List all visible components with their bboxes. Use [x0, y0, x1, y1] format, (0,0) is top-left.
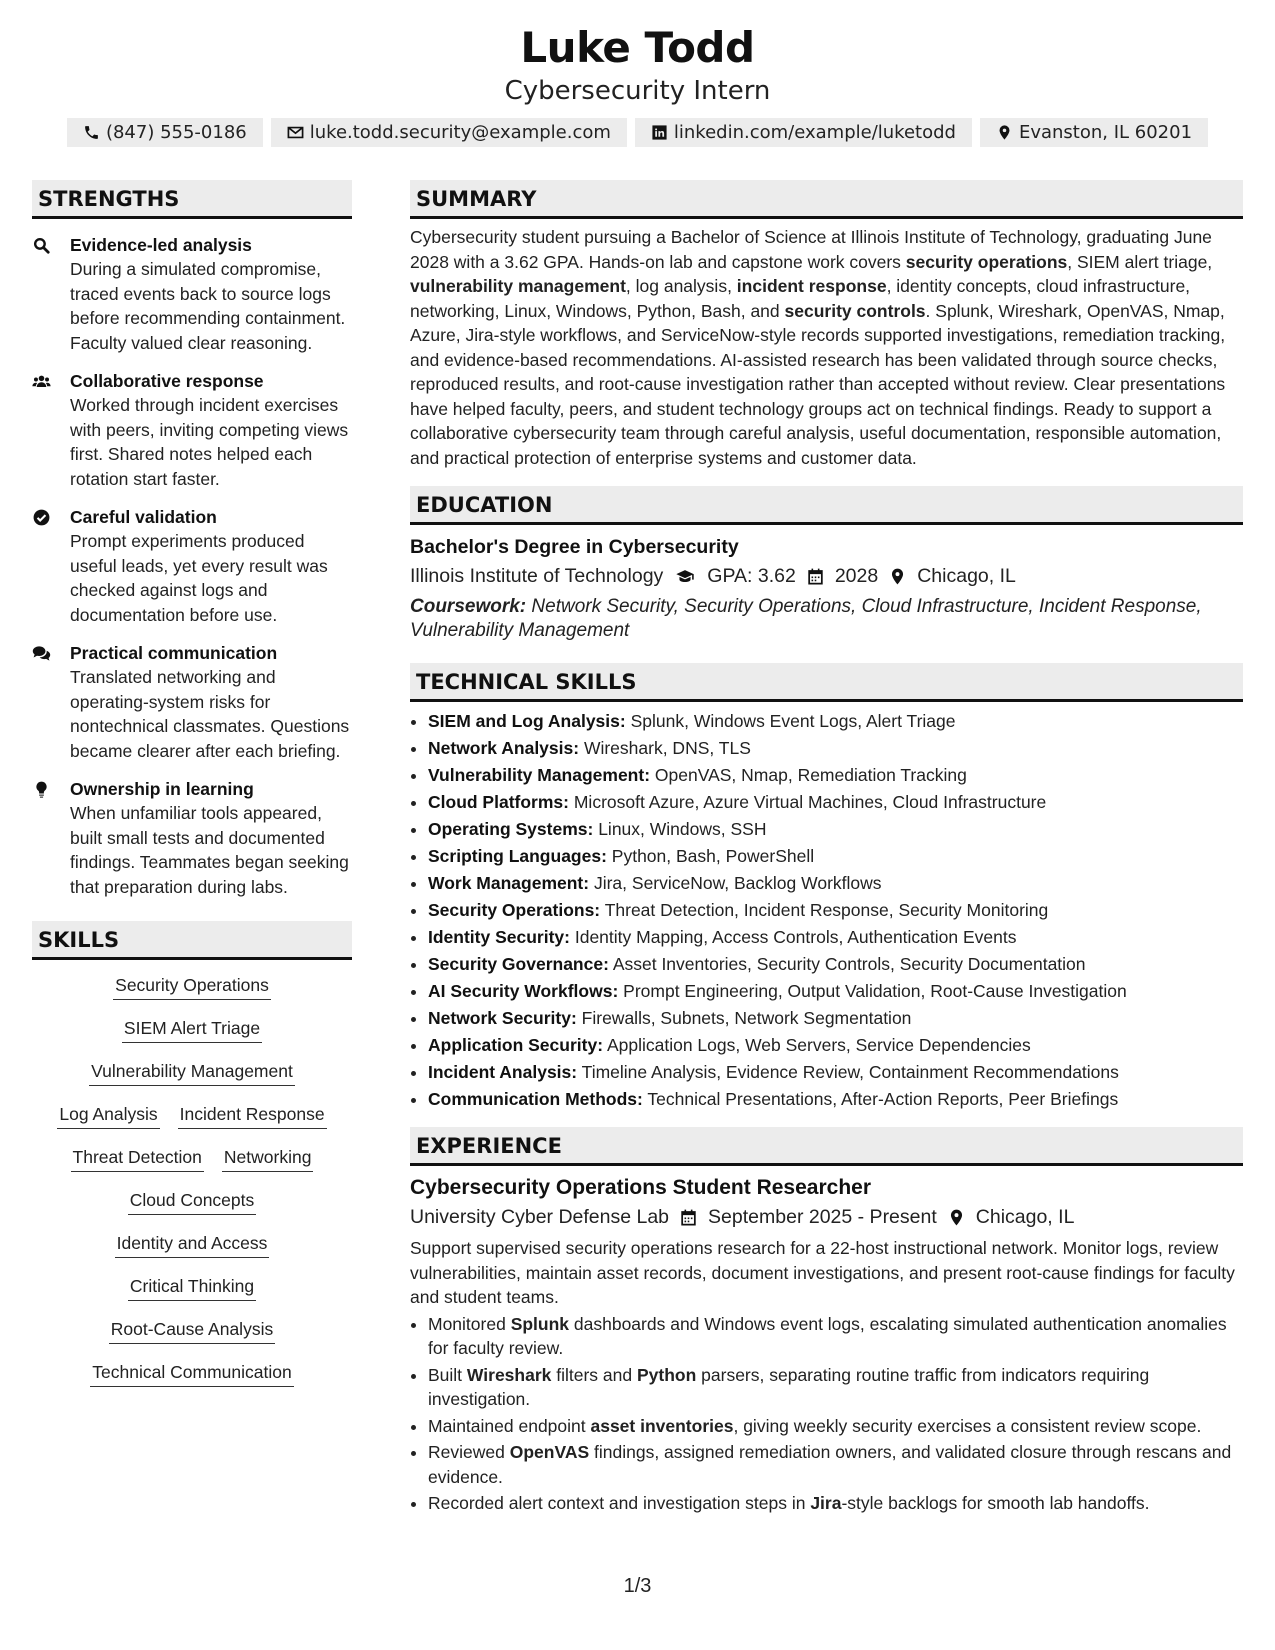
skill-category: Work Management: [428, 873, 590, 893]
summary-segment: , SIEM alert triage, [1067, 251, 1213, 272]
list-item [428, 843, 1243, 870]
lightbulb-icon [32, 780, 51, 799]
summary-keyword: security operations [905, 251, 1068, 272]
candidate-role: Cybersecurity Intern [504, 76, 771, 106]
strength-title: Collaborative response [70, 371, 264, 391]
skill-tag: Root-Cause Analysis [109, 1318, 275, 1344]
skill-category: Application Security: [428, 1035, 604, 1055]
skills-heading: SKILLS [32, 921, 352, 960]
skill-category: Vulnerability Management: [428, 765, 651, 785]
users-icon [32, 372, 51, 391]
page-number: 1/3 [623, 1575, 652, 1597]
list-item [428, 1414, 1243, 1439]
job-location: Chicago, IL [975, 1206, 1075, 1228]
map-pin-icon [888, 567, 907, 586]
coursework-list: Network Security, Security Operations, Cloud Infrastructure, Incident Response, Vulnerability Management [410, 596, 1202, 641]
education-heading: EDUCATION [410, 486, 1243, 525]
skill-tag: Threat Detection [71, 1146, 204, 1172]
coursework [410, 595, 1243, 643]
strength-text: Translated networking and operating-system risks for nontechnical classmates. Questions became clearer after each briefing. [70, 667, 350, 761]
contact-email-text: luke.todd.security@example.com [309, 122, 611, 143]
contact-location-text: Evanston, IL 60201 [1018, 122, 1193, 143]
strength-item [32, 369, 352, 491]
bullet-keyword: Python [636, 1364, 697, 1385]
bullet-text: dashboards and Windows event logs, escalating simulated authentication anomalies for faculty review. [428, 1313, 1227, 1358]
skill-category: Network Analysis: [428, 738, 580, 758]
contact-phone[interactable] [67, 118, 263, 147]
left-column [32, 180, 352, 1404]
skill-category: Operating Systems: [428, 819, 594, 839]
list-item [428, 1086, 1243, 1113]
bullet-keyword: asset inventories [590, 1415, 734, 1436]
skill-category: Security Operations: [428, 900, 601, 920]
skill-values: Asset Inventories, Security Controls, Security Documentation [612, 954, 1086, 974]
strength-text: When unfamiliar tools appeared, built small tests and documented findings. Teammates began seeking that preparation during labs. [70, 803, 349, 897]
skill-values: Python, Bash, PowerShell [611, 846, 815, 866]
summary-keyword: security controls [784, 300, 926, 321]
strength-title: Evidence-led analysis [70, 235, 252, 255]
bullet-text: -style backlogs for smooth lab handoffs. [841, 1493, 1150, 1513]
school-name: Illinois Institute of Technology [410, 565, 664, 587]
skill-values: Prompt Engineering, Output Validation, Root-Cause Investigation [623, 981, 1127, 1001]
education-location: Chicago, IL [917, 565, 1016, 587]
strength-item [32, 777, 352, 899]
bullet-text: filters and [551, 1364, 637, 1385]
strength-title: Ownership in learning [70, 779, 254, 799]
job-dates: September 2025 - Present [708, 1206, 937, 1228]
experience-heading: EXPERIENCE [410, 1127, 1243, 1166]
strength-item [32, 505, 352, 627]
candidate-name: Luke Todd [520, 23, 755, 72]
bullet-text: Recorded alert context and investigation steps in [428, 1493, 811, 1513]
graduation-cap-icon [673, 567, 697, 586]
list-item [428, 1312, 1243, 1361]
calendar-icon [679, 1208, 698, 1227]
job-organization: University Cyber Defense Lab [410, 1206, 670, 1228]
summary-keyword: incident response [736, 276, 887, 296]
list-item [428, 1005, 1243, 1032]
skill-tag: Incident Response [178, 1103, 327, 1129]
strength-item [32, 641, 352, 763]
skill-values: OpenVAS, Nmap, Remediation Tracking [654, 765, 967, 785]
job-description: Support supervised security operations research for a 22-host instructional network. Monitor logs, review vulnerabilities, maintain asset records, document investigations, and present root-cause findings for faculty and student teams. [410, 1238, 1235, 1307]
skill-values: Identity Mapping, Access Controls, Authentication Events [574, 927, 1017, 947]
skill-category: Communication Methods: [428, 1089, 643, 1109]
skill-category: AI Security Workflows: [428, 981, 619, 1001]
skill-category: Security Governance: [428, 954, 609, 974]
map-pin-icon [996, 124, 1013, 141]
bullet-text: Monitored [428, 1313, 511, 1334]
list-item [428, 870, 1243, 897]
skill-tag: Security Operations [113, 974, 271, 1000]
technical-skills-list [410, 708, 1243, 1113]
skill-category: Scripting Languages: [428, 846, 607, 866]
summary-keyword: vulnerability management [410, 276, 626, 296]
phone-icon [83, 124, 100, 141]
job-meta [410, 1202, 1243, 1232]
list-item [428, 1363, 1243, 1412]
bullet-text: parsers, separating routine traffic from indicators requiring investigation. [428, 1364, 1150, 1409]
bullet-keyword: Splunk [510, 1313, 570, 1334]
bullet-keyword: Jira [810, 1493, 842, 1513]
summary-segment: , identity concepts, cloud infrastructure, networking, Linux, Windows, Python, Bash, and [410, 276, 1191, 321]
bullet-text: , giving weekly security exercises a consistent review scope. [733, 1415, 1202, 1436]
skill-category: SIEM and Log Analysis: [428, 711, 626, 731]
summary-segment: , log analysis, [625, 276, 737, 296]
skills-list [32, 960, 352, 1387]
list-item [428, 978, 1243, 1005]
list-item [428, 789, 1243, 816]
list-item [428, 924, 1243, 951]
summary-segment: . Splunk, Wireshark, OpenVAS, Nmap, Azure, Jira-style workflows, and ServiceNow-style records supported investigations, remediation tracking, and evidence-based recommendations. AI-assisted research has been validated through source checks, reproduced results, and root-cause investigation rather than accepted without review. Clear presentations have helped faculty, peers, and student technology groups act on technical findings. Ready to support a collaborative cybersecurity team through careful analysis, useful documentation, responsible automation, and practical protection of enterprise systems and customer data. [410, 300, 1226, 468]
summary-segment: Cybersecurity student pursuing a Bachelor of Science at Illinois Institute of Technology, graduating June 2028 with a 3.62 GPA. Hands-on lab and capstone work covers [410, 227, 1212, 272]
contact-linkedin-text: linkedin.com/example/luketodd [673, 122, 956, 143]
list-item [428, 708, 1243, 735]
summary-heading: SUMMARY [410, 180, 1243, 219]
bullet-text: Reviewed [428, 1442, 510, 1462]
list-item [428, 1491, 1243, 1516]
skill-tag: Cloud Concepts [128, 1189, 257, 1215]
skill-values: Firewalls, Subnets, Network Segmentation [581, 1008, 912, 1028]
bullet-text: Built [428, 1364, 467, 1385]
job-title: Cybersecurity Operations Student Researcher [410, 1176, 871, 1199]
skill-values: Technical Presentations, After-Action Reports, Peer Briefings [647, 1089, 1119, 1109]
gpa: GPA: 3.62 [707, 565, 796, 587]
skill-values: Threat Detection, Incident Response, Security Monitoring [604, 900, 1049, 920]
list-item [428, 1032, 1243, 1059]
strength-title: Careful validation [70, 507, 217, 527]
skill-tag: Log Analysis [57, 1103, 159, 1129]
skill-category: Cloud Platforms: [428, 792, 569, 812]
search-icon [32, 236, 51, 255]
calendar-icon [806, 567, 825, 586]
list-item [428, 735, 1243, 762]
skill-values: Splunk, Windows Event Logs, Alert Triage [630, 711, 956, 731]
skill-values: Wireshark, DNS, TLS [583, 738, 751, 758]
strengths-heading: STRENGTHS [32, 180, 352, 219]
summary-text [410, 225, 1243, 470]
contact-email[interactable] [271, 118, 627, 147]
contact-phone-text: (847) 555-0186 [105, 122, 247, 143]
coursework-label: Coursework: [410, 596, 527, 617]
list-item [428, 1059, 1243, 1086]
resume-header [0, 0, 1275, 147]
check-circle-icon [32, 508, 51, 527]
skill-values: Timeline Analysis, Evidence Review, Containment Recommendations [581, 1062, 1119, 1082]
comments-icon [32, 644, 51, 663]
contact-linkedin[interactable] [635, 118, 972, 147]
skill-tag: Critical Thinking [128, 1275, 256, 1301]
strength-text: Worked through incident exercises with peers, inviting competing views first. Shared notes helped each rotation start faster. [70, 395, 349, 489]
bullet-keyword: OpenVAS [509, 1442, 590, 1462]
linkedin-icon [651, 124, 668, 141]
list-item [428, 897, 1243, 924]
skill-tag: Networking [222, 1146, 314, 1172]
bullet-text: Maintained endpoint [428, 1415, 591, 1436]
list-item [428, 1440, 1243, 1489]
list-item [428, 816, 1243, 843]
contact-location [980, 118, 1208, 147]
technical-skills-heading: TECHNICAL SKILLS [410, 663, 1243, 702]
map-pin-icon [947, 1208, 966, 1227]
degree-title: Bachelor's Degree in Cybersecurity [410, 536, 739, 558]
strength-title: Practical communication [70, 643, 278, 663]
skill-tag: Identity and Access [115, 1232, 270, 1258]
list-item [428, 762, 1243, 789]
envelope-icon [287, 124, 304, 141]
skill-tag: Technical Communication [90, 1361, 293, 1387]
skill-category: Network Security: [428, 1008, 577, 1028]
contact-bar [0, 118, 1275, 147]
bullet-keyword: Wireshark [466, 1364, 552, 1385]
bullet-text: findings, assigned remediation owners, and validated closure through rescans and evidence. [428, 1442, 1232, 1487]
strength-text: Prompt experiments produced useful leads, yet every result was checked against logs and documentation before use. [70, 531, 328, 625]
graduation-year: 2028 [834, 565, 879, 587]
education-meta [410, 561, 1243, 591]
skill-category: Incident Analysis: [428, 1062, 578, 1082]
strength-text: During a simulated compromise, traced events back to source logs before recommending containment. Faculty valued clear reasoning. [70, 259, 346, 353]
right-column [410, 180, 1243, 1518]
skill-values: Jira, ServiceNow, Backlog Workflows [593, 873, 882, 893]
list-item [428, 951, 1243, 978]
skill-values: Microsoft Azure, Azure Virtual Machines, Cloud Infrastructure [573, 792, 1047, 812]
skill-values: Linux, Windows, SSH [598, 819, 767, 839]
skill-category: Identity Security: [428, 927, 570, 947]
strength-item [32, 233, 352, 355]
skill-tag: Vulnerability Management [89, 1060, 295, 1086]
skill-tag: SIEM Alert Triage [122, 1017, 262, 1043]
skill-values: Application Logs, Web Servers, Service Dependencies [606, 1035, 1031, 1055]
job-bullets [410, 1312, 1243, 1516]
